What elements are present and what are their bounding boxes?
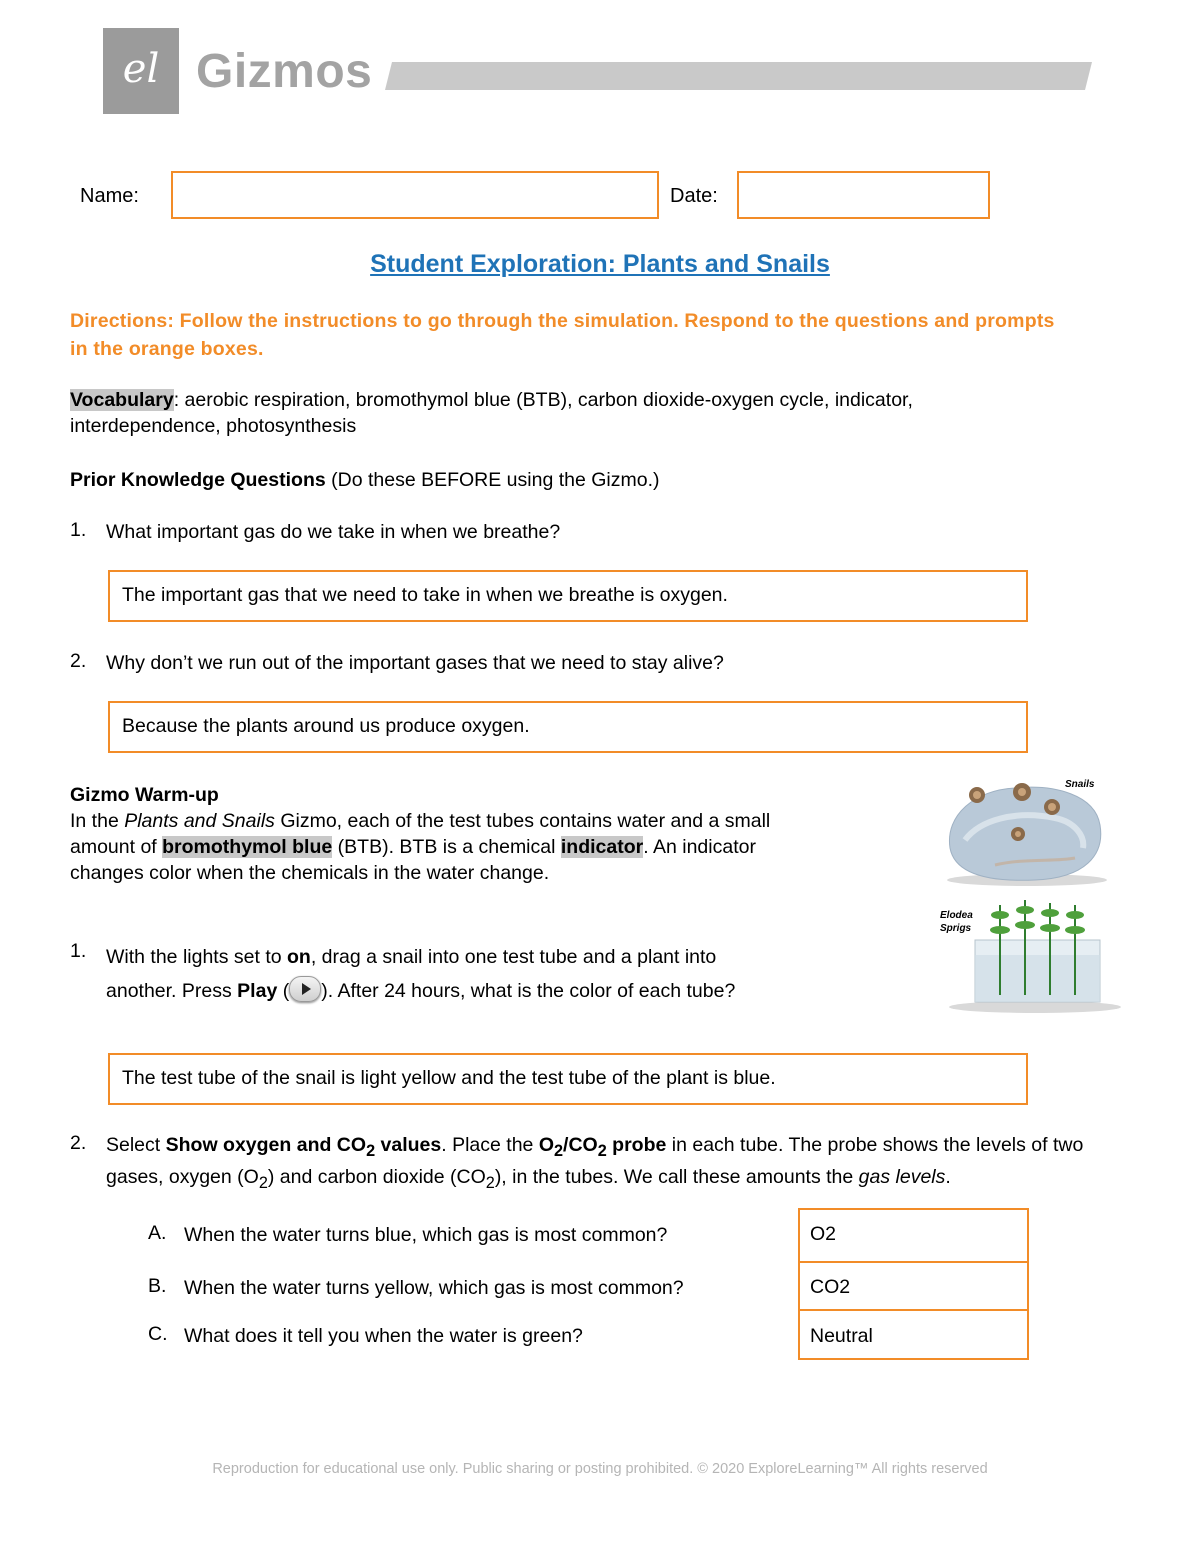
- warmup-q2-gas-levels: gas levels: [858, 1165, 946, 1188]
- warmup-q2-text-b: . Place the: [441, 1134, 539, 1156]
- prior-knowledge-heading: Prior Knowledge Questions: [70, 469, 326, 491]
- sub-question-c-text: What does it tell you when the water is green?: [184, 1325, 583, 1347]
- warmup-q2-sub-c: 2: [258, 1173, 268, 1192]
- warmup-q1-lights-on: on: [287, 946, 311, 968]
- warmup-q1-text-c: (: [277, 980, 290, 1002]
- warmup-q2-probe-sub-2: 2: [597, 1141, 607, 1160]
- prior-q2-answer: Because the plants around us produce oxygen.: [122, 715, 530, 737]
- sub-question-a-answer: O2: [810, 1223, 837, 1245]
- warmup-q2-text-a: Select: [106, 1134, 166, 1156]
- elodea-label-line-2: Sprigs: [940, 923, 972, 934]
- logo-text: el: [122, 46, 160, 92]
- warmup-q1-text-b: , drag a snail into one test tube and a plant into another. Press: [106, 946, 717, 1002]
- sub-question-a-text: When the water turns blue, which gas is most common?: [184, 1224, 668, 1246]
- name-field[interactable]: [171, 171, 659, 219]
- sub-question-b-answer: CO2: [810, 1276, 851, 1298]
- vocabulary-paragraph: [70, 387, 1030, 439]
- warmup-q2-text-c: in each tube. The probe shows the levels of two gases, oxygen (O: [106, 1134, 1084, 1188]
- warmup-q1-text-d: ). After 24 hours, what is the color of each tube?: [321, 980, 736, 1002]
- footer-copyright: Reproduction for educational use only. Public sharing or posting prohibited. © 2020 ExploreLearning™ All rights reserved: [212, 1461, 988, 1477]
- warmup-text-2: Gizmo, each of the test tubes contains water and a small amount of: [70, 810, 771, 858]
- header-bar: [385, 62, 1092, 90]
- warmup-q2-probe-sub-1: 2: [553, 1141, 564, 1160]
- warmup-q2-probe-2: /CO: [563, 1134, 598, 1156]
- warmup-text-3: (BTB). BTB is a chemical: [332, 836, 561, 858]
- sub-question-a-answer-box[interactable]: [798, 1208, 1029, 1263]
- warmup-text-1: In the: [70, 810, 125, 832]
- name-label: Name:: [80, 185, 139, 207]
- prior-knowledge-heading-line: [70, 467, 1130, 493]
- warmup-q2-text-e: ), in the tubes. We call these amounts the: [494, 1165, 859, 1188]
- warmup-q2-probe-3: probe: [606, 1134, 667, 1156]
- warmup-q1-number: 1.: [70, 940, 87, 962]
- elodea-label-line-1: Elodea: [940, 910, 973, 921]
- sub-question-b-text: When the water turns yellow, which gas is most common?: [184, 1277, 684, 1299]
- warmup-q2-show-values-sub: 2: [366, 1141, 376, 1160]
- sub-question-a-letter: A.: [148, 1222, 167, 1244]
- snails-rock-image: [935, 770, 1125, 890]
- date-label: Date:: [670, 185, 718, 207]
- warmup-q2-text-d: ) and carbon dioxide (CO: [267, 1165, 486, 1188]
- warmup-q2-text: [106, 1132, 1126, 1196]
- warmup-q2-probe-1: O: [538, 1134, 554, 1156]
- sub-question-b-answer-box[interactable]: [798, 1261, 1029, 1311]
- prior-knowledge-note: (Do these BEFORE using the Gizmo.): [325, 469, 660, 491]
- prior-q2-number: 2.: [70, 650, 87, 672]
- snails-label: Snails: [1065, 779, 1095, 790]
- warmup-term-btb: bromothymol blue: [162, 836, 333, 858]
- warmup-q2-number: 2.: [70, 1132, 87, 1154]
- warmup-term-indicator: indicator: [560, 836, 644, 858]
- warmup-q1-answer: The test tube of the snail is light yellow and the test tube of the plant is blue.: [122, 1067, 776, 1089]
- elodea-sprigs-image: [935, 895, 1125, 1015]
- prior-q2-text: Why don’t we run out of the important gases that we need to stay alive?: [106, 652, 724, 674]
- prior-q1-answer-box[interactable]: [108, 570, 1028, 622]
- date-field[interactable]: [737, 171, 990, 219]
- prior-q1-text: What important gas do we take in when we breathe?: [106, 521, 561, 543]
- warmup-q2-show-values-2: values: [375, 1134, 442, 1156]
- warmup-q2-sub-d: 2: [485, 1173, 495, 1192]
- sub-question-b-letter: B.: [148, 1275, 167, 1297]
- prior-q1-number: 1.: [70, 519, 87, 541]
- warmup-q1-text-a: With the lights set to: [106, 946, 287, 968]
- warmup-gizmo-name: Plants and Snails: [124, 810, 275, 832]
- sub-question-c-letter: C.: [148, 1323, 168, 1345]
- warmup-q1-text: [106, 940, 756, 1008]
- sub-question-c-answer: Neutral: [810, 1325, 873, 1347]
- explorelearning-logo: [103, 28, 179, 114]
- warmup-q2-show-values-1: Show oxygen and CO: [165, 1134, 367, 1156]
- sub-question-c-answer-box[interactable]: [798, 1309, 1029, 1360]
- warmup-intro: [70, 808, 780, 886]
- warmup-q1-answer-box[interactable]: [108, 1053, 1028, 1105]
- directions-text: Directions: Follow the instructions to go through the simulation. Respond to the questions and prompts in the orange boxes.: [70, 310, 1055, 360]
- warmup-text-4: . An indicator changes color when the chemicals in the water change.: [70, 836, 756, 884]
- prior-q1-answer: The important gas that we need to take in when we breathe is oxygen.: [122, 584, 728, 606]
- warmup-heading: Gizmo Warm-up: [70, 784, 219, 806]
- brand-name: Gizmos: [196, 45, 373, 98]
- vocabulary-label: Vocabulary: [70, 389, 174, 411]
- warmup-q1-play: Play: [237, 980, 278, 1002]
- play-icon: [289, 976, 321, 1002]
- warmup-q2-text-f: .: [945, 1165, 951, 1188]
- page-title: Student Exploration: Plants and Snails: [370, 250, 830, 278]
- vocabulary-text: : aerobic respiration, bromothymol blue (BTB), carbon dioxide-oxygen cycle, indicator, interdependence, photosynthesis: [70, 389, 913, 437]
- prior-q2-answer-box[interactable]: [108, 701, 1028, 753]
